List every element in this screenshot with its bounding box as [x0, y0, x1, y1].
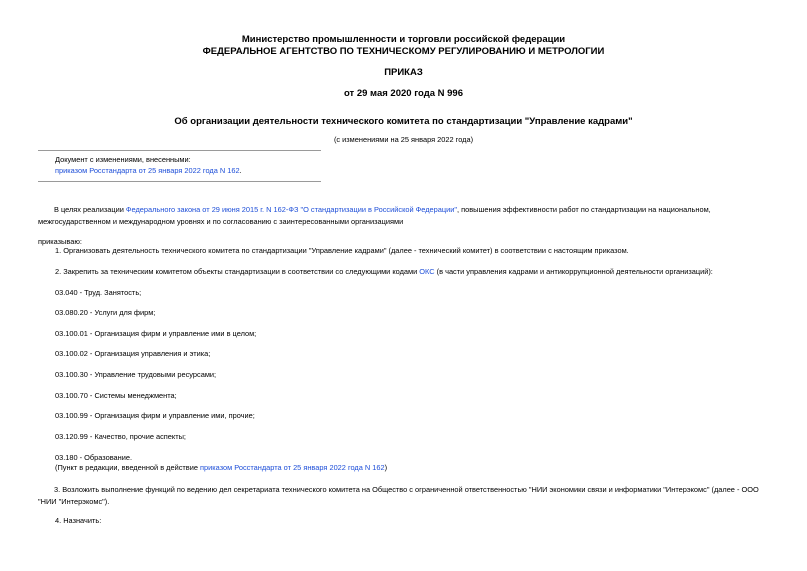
federal-law-link[interactable]: Федерального закона от 29 июня 2015 г. N 162-ФЗ "О стандартизации в Российской Федерации" — [125, 205, 457, 214]
code-item: 03.180 - Образование. — [55, 453, 133, 462]
paragraph-2-text-start: 2. Закрепить за техническим комитетом объекты стандартизации в соответствии со следующими кодами — [55, 267, 420, 276]
code-item: 03.040 - Труд. Занятость; — [55, 288, 142, 297]
order-word: приказываю: — [38, 237, 82, 246]
paragraph-3: 3. Возложить выполнение функций по ведению дел секретариата технического комитета на Общество с ограниченной ответственностью "НИИ экономики связи и информатики "Интерэкомс" (далее - ООО "НИИ "Интерэкомс"). — [38, 485, 759, 506]
code-item: 03.100.01 - Организация фирм и управление ими в целом; — [55, 329, 257, 338]
code-item: 03.100.99 - Организация фирм и управление ими, прочие; — [55, 411, 255, 420]
paragraph-1: 1. Организовать деятельность технического комитета по стандартизации "Управление кадрами" (далее - технический комитет) в соответствии с настоящим приказом. — [55, 246, 629, 255]
ministry-name: Министерство промышленности и торговли российской федерации — [241, 34, 566, 45]
oks-link[interactable]: ОКС — [419, 267, 435, 276]
changes-box-bottom-divider — [38, 181, 321, 182]
revision-note: (с изменениями на 25 января 2022 года) — [333, 135, 474, 144]
preamble-text-end: , повышения эффективности работ по стандартизации на национальном, межгосударственном и международном уровнях и по согласованию с заинтересованными организациями — [38, 205, 711, 226]
document-title: Об организации деятельности технического комитета по стандартизации "Управление кадрами" — [174, 116, 633, 127]
document-type: ПРИКАЗ — [384, 67, 423, 78]
document-date-number: от 29 мая 2020 года N 996 — [343, 88, 464, 99]
edit-note-start: (Пункт в редакции, введенной в действие — [55, 463, 201, 472]
edit-note — [55, 463, 387, 473]
amendment-order-link[interactable]: приказом Росстандарта от 25 января 2022 года N 162 — [55, 166, 240, 175]
preamble-paragraph — [38, 204, 776, 228]
code-item: 03.100.02 - Организация управления и этика; — [55, 349, 211, 358]
preamble-text-start: В целях реализации — [54, 205, 126, 214]
changes-box-label: Документ с изменениями, внесенными: — [55, 155, 191, 164]
code-item: 03.100.70 - Системы менеджмента; — [55, 391, 177, 400]
paragraph-4: 4. Назначить: — [55, 516, 102, 525]
changes-box-top-divider — [38, 150, 321, 151]
edit-note-link[interactable]: приказом Росстандарта от 25 января 2022 года N 162 — [200, 463, 385, 472]
code-item: 03.120.99 - Качество, прочие аспекты; — [55, 432, 186, 441]
paragraph-2 — [55, 267, 713, 277]
changes-box-reference — [55, 166, 242, 176]
edit-note-end: ) — [384, 463, 388, 472]
agency-name: ФЕДЕРАЛЬНОЕ АГЕНТСТВО ПО ТЕХНИЧЕСКОМУ РЕГУЛИРОВАНИЮ И МЕТРОЛОГИИ — [202, 46, 605, 57]
code-item: 03.080.20 - Услуги для фирм; — [55, 308, 156, 317]
code-item: 03.100.30 - Управление трудовыми ресурсами; — [55, 370, 217, 379]
paragraph-2-text-end: (в части управления кадрами и антикоррупционной деятельности организаций): — [434, 267, 713, 276]
changes-box-period: . — [239, 166, 242, 175]
